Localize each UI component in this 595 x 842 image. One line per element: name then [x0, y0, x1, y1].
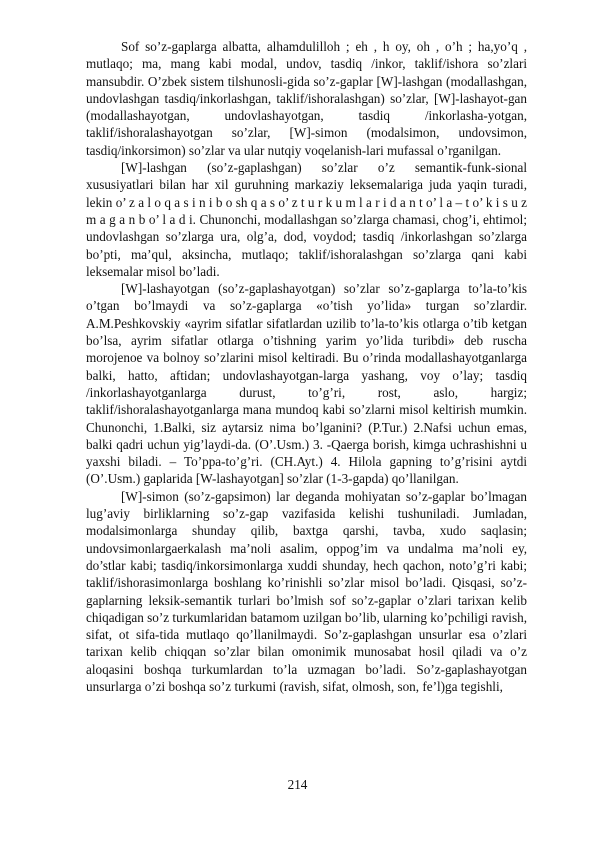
document-body — [86, 38, 527, 695]
paragraph-pure-sentence-words: Sof so’z-gaplarga albatta, alhamdulilloh ; eh , h oy, oh , o’h ; ha,yo’q , mutlaqo; ma, mang kabi modal, undov, tasdiq /inkor, taklif/ishora so’zlari mansubdir. O’zbek sistem tilshunosli-gida so’z-gaplar [W]-lashgan (modallashgan, undovlashgan tasdiq/inkorlashgan, taklif/ishoralashgan) so’zlar, [W]-lashayot-gan (modallashayotgan, undovlashayotgan, tasdiq /inkorlasha-yotgan, taklif/ishoralashayotgan so’zlar, [W]-simon (modalsimon, undovsimon, tasdiq/inkorsimon) so’zlar va ular nutqiy voqelanish-lari mufassal o’rganilgan. — [86, 39, 527, 158]
paragraph-lashgan-words: [W]-lashgan (so’z-gaplashgan) so’zlar o’z semantik-funk-sional xususiyatlari bilan har xil guruhning markaziy leksemalariga juda yaqin turadi, lekin o’ z a l o q a s i n i b o sh q a s o’ z t u r k u m l a r i d a n t o’ l a – t o’ k i s u z m a g a n b o’ l a d i. Chunonchi, modallashgan so’zlarga chamasi, chog’i, ehtimol; undovlashgan so’zlarga ura, olg’a, dod, voydod; tasdiq /inkorlashgan so’zlarga bo’pti, ma’qul, aksincha, mutlaqo; taklif/ishoralashgan so’zlarga qani kabi leksemalar misol bo’ladi. — [86, 160, 527, 279]
page-number: 214 — [287, 777, 308, 792]
paragraph-simon-words: [W]-simon (so’z-gapsimon) lar deganda mohiyatan so’z-gaplar bo’lmagan lug’aviy birliklarning so’z-gap vazifasida kelishi tushuniladi. Jumladan, modalsimonlarga shunday qilib, baxtga qarshi, tavba, xudo saqlasin; undovsimonlargaerkalash ma’noli asalim, oppog’im va undalma ma’noli ey, do’stlar kabi; tasdiq/inkorsimonlarga xuddi shunday, hech qachon, noto’g’ri kabi; taklif/ishorasimonlarga boshlang ko’rinishli so’zlar misol bo’ladi. Qisqasi, so’z-gaplarning leksik-semantik turlari bo’lmish sof so’z-gaplar o’zlari tarixan kelib chiqadigan so’z turkumlaridan batamom uzilgan bo’lib, ularning ko’pchiligi ravish, sifat, ot sifa-tida mutlaqo qo’llanilmaydi. So’z-gaplashgan unsurlar esa o’zlari tarixan kelib chiqqan so’zlar bilan omonimik munosabat hosil qiladi va o’z aloqasini boshqa turkumlardan to’la uzmagan bo’ladi. So’z-gaplashayotgan unsurlarga o’zi boshqa so’z turkumi (ravish, sifat, olmosh, son, fe’l)ga tegishli, — [86, 488, 527, 694]
paragraph-lashayotgan-words: [W]-lashayotgan (so’z-gaplashayotgan) so’zlar so’z-gaplarga to’la-to’kis o’tgan bo’lmaydi va so’z-gaplarga «o’tish yo’lida» turgan so’zlardir. A.M.Peshkovskiy «ayrim sifatlar sifatlardan uzilib to’la-to’kis otlarga o’tib ketgan bo’lsa, ayrim sifatlar otlarga o’tishning yarim yo’lida turibdi» deb ruscha morojenoe va bolnoy so’zlarini misol keltiradi. Bu o’rinda modallashayotganlarga balki, hatto, aftidan; undovlashayotgan-larga yashang, voy o’lay; tasdiq /inkorlashayotganlarga durust, to’g’ri, rost, aslo, hargiz; taklif/ishoralashayotganlarga mana mundoq kabi so’zlarni misol keltirish mumkin. Chunonchi, 1.Balki, siz aytarsiz nima bo’lganini? (P.Tur.) 2.Nafsi uchun emas, balki qadri uchun yig’laydi-da. (O’.Usm.) 3. -Qaerga borish, kimga uchrashishni u yaxshi biladi. – To’ppa-to’g’ri. (CH.Ayt.) 4. Hilola gapning to’g’risini aytdi (O’.Usm.) gaplarida [W-lashayotgan] so’zlar (1-3-gapda) qo’llanilgan. — [86, 281, 527, 487]
